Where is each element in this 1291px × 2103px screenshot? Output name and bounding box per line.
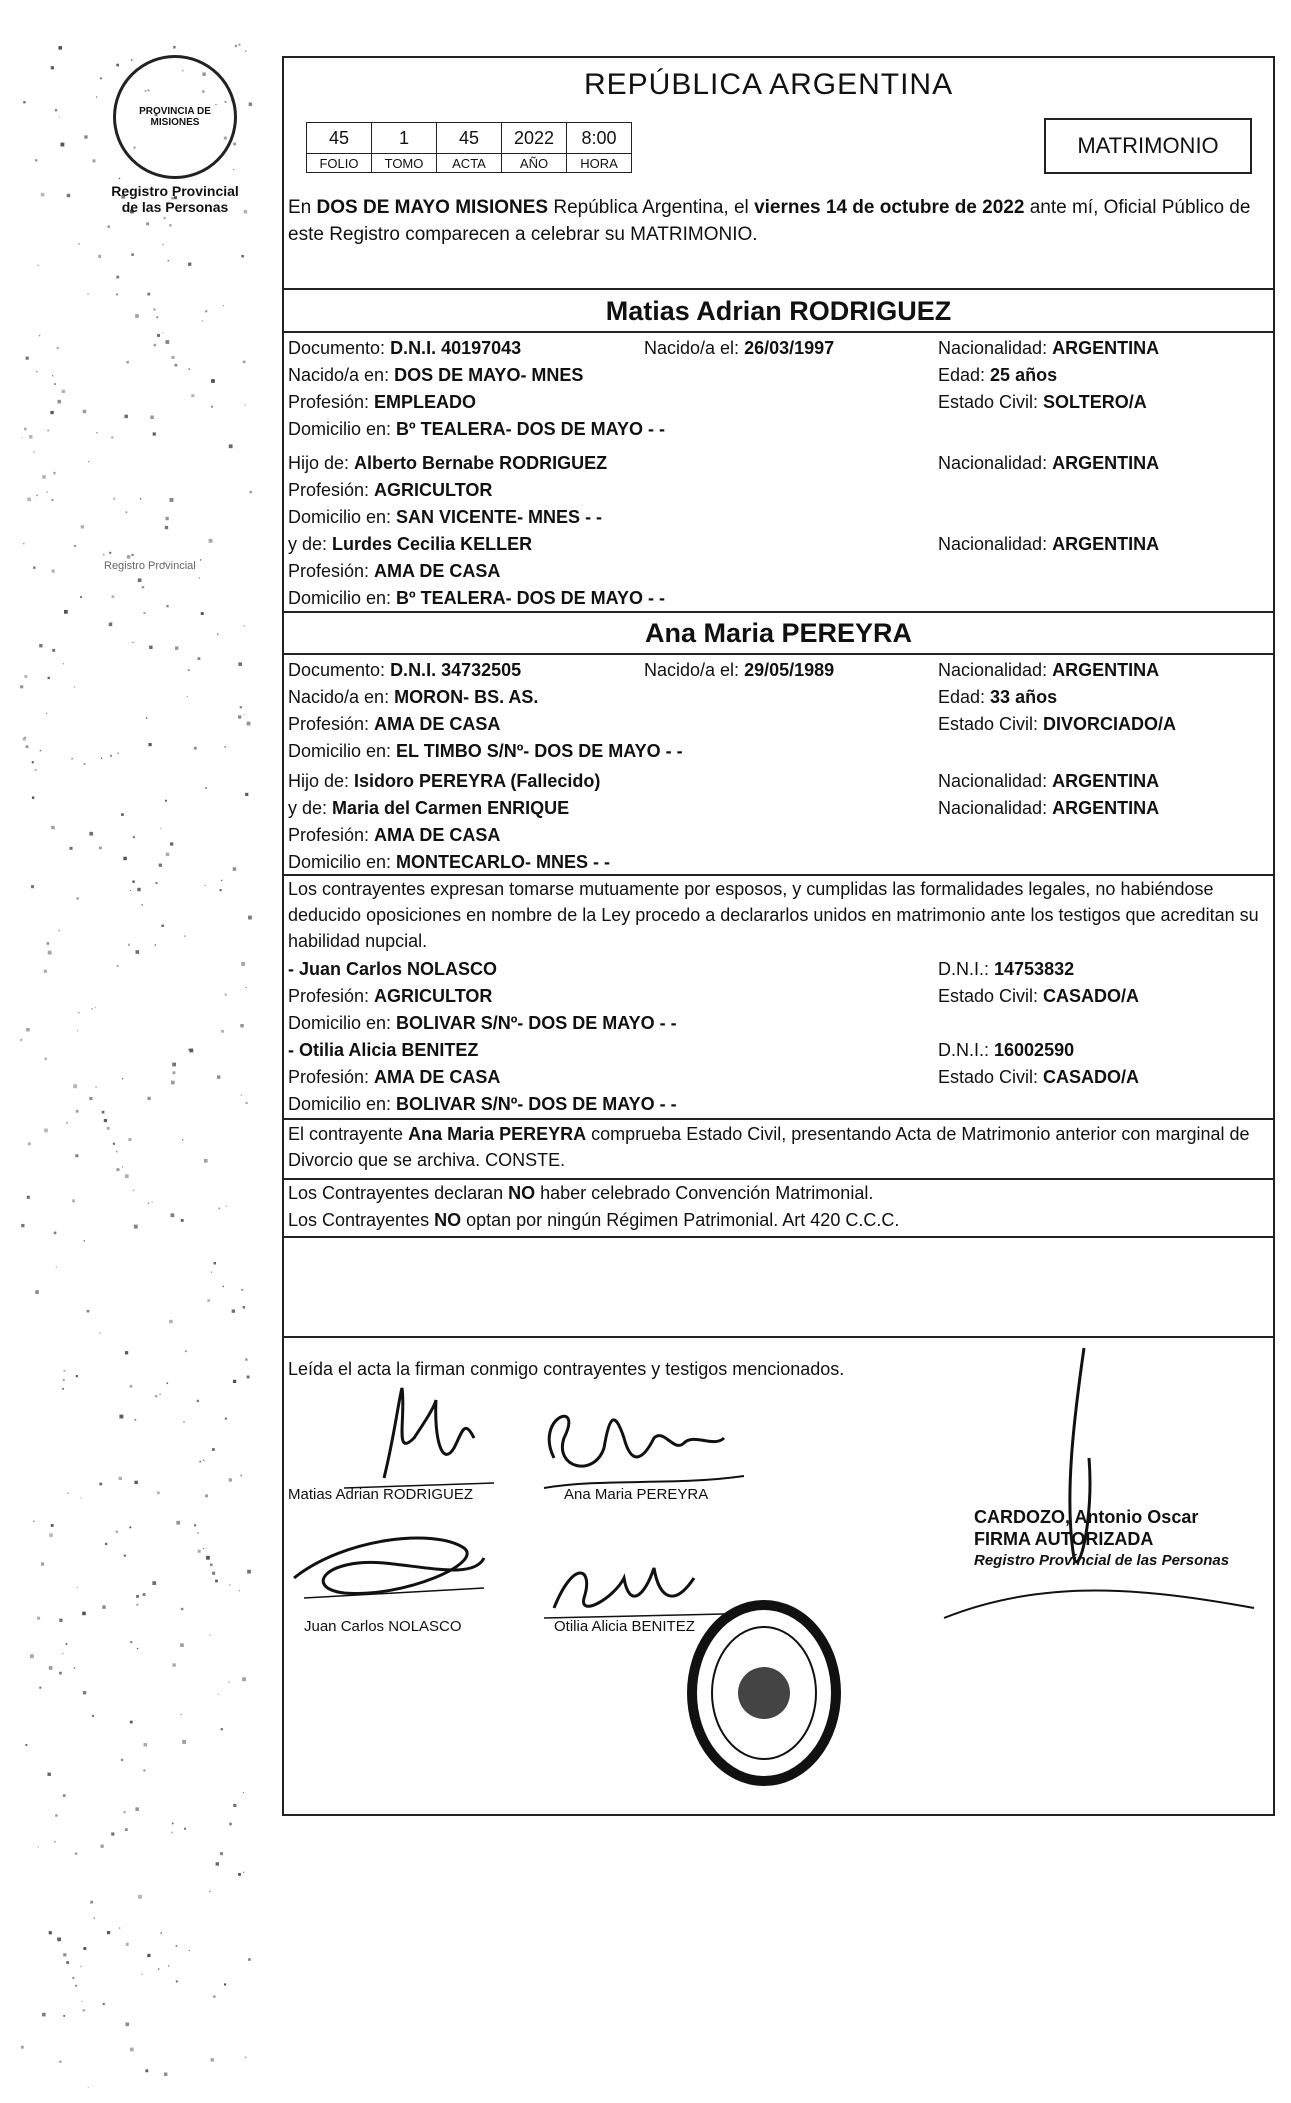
groom-birthdate xyxy=(644,337,834,359)
groom-civil-status xyxy=(938,391,1147,413)
label: Profesión: xyxy=(288,561,375,581)
intro-text-1: En xyxy=(288,197,317,218)
intro-paragraph xyxy=(288,194,1268,248)
convention-note xyxy=(288,1182,873,1204)
signature-witness-2-name: Otilia Alicia BENITEZ xyxy=(554,1618,695,1635)
note-text-1: El contrayente xyxy=(288,1124,409,1144)
signature-groom-icon xyxy=(324,1378,514,1498)
label: Edad: xyxy=(938,687,991,707)
divider xyxy=(284,288,1273,290)
bride-father-nationality xyxy=(938,770,1159,792)
closing-text: Leída el acta la firman conmigo contrayentes y testigos mencionados. xyxy=(288,1359,845,1379)
groom-mother-address xyxy=(288,587,665,609)
text: optan por ningún Régimen Patrimonial. Art 420 C.C.C. xyxy=(461,1210,900,1230)
label: Nacido/a en: xyxy=(288,365,395,385)
value: AGRICULTOR xyxy=(374,986,493,1006)
signature-witness-1-icon xyxy=(284,1518,504,1628)
witness-1-name xyxy=(288,958,497,980)
intro-place: DOS DE MAYO MISIONES xyxy=(316,197,549,218)
bride-profession xyxy=(288,713,500,735)
intro-date: viernes 14 de octubre de 2022 xyxy=(754,197,1025,218)
groom-name: Matias Adrian RODRIGUEZ xyxy=(605,296,952,326)
label: Domicilio en: xyxy=(288,419,397,439)
witness-1-civil-status xyxy=(938,985,1139,1007)
text: Los Contrayentes xyxy=(288,1210,435,1230)
bride-mother-nationality xyxy=(938,797,1159,819)
tomo-value: 1 xyxy=(372,123,437,154)
label: D.N.I.: xyxy=(938,959,995,979)
label: Nacionalidad: xyxy=(938,338,1053,358)
value: Alberto Bernabe RODRIGUEZ xyxy=(354,453,608,473)
civil-status-note xyxy=(288,1121,1270,1173)
label: Domicilio en: xyxy=(288,741,397,761)
label: y de: xyxy=(288,534,333,554)
groom-nationality xyxy=(938,337,1159,359)
value: ARGENTINA xyxy=(1052,798,1160,818)
value: SOLTERO/A xyxy=(1043,392,1147,412)
groom-mother xyxy=(288,533,532,555)
bride-father xyxy=(288,770,600,792)
value: EL TIMBO S/Nº- DOS DE MAYO - - xyxy=(396,741,683,761)
label: Nacido/a en: xyxy=(288,687,395,707)
value: 25 años xyxy=(990,365,1058,385)
value: ARGENTINA xyxy=(1052,660,1160,680)
divider xyxy=(284,1178,1273,1180)
value: Maria del Carmen ENRIQUE xyxy=(332,798,570,818)
value: D.N.I. 40197043 xyxy=(390,338,522,358)
label: Hijo de: xyxy=(288,453,355,473)
divider xyxy=(284,331,1273,333)
bride-age xyxy=(938,686,1057,708)
emblem-caption: Registro Provincial de las Personas xyxy=(111,183,239,215)
value: AGRICULTOR xyxy=(374,480,493,500)
label: Domicilio en: xyxy=(288,507,397,527)
label: Nacido/a el: xyxy=(644,338,745,358)
value: Bº TEALERA- DOS DE MAYO - - xyxy=(396,588,665,608)
label: Estado Civil: xyxy=(938,714,1044,734)
official-seal-icon xyxy=(684,1598,844,1788)
label: Hijo de: xyxy=(288,771,355,791)
regime-note xyxy=(288,1209,899,1231)
value: ARGENTINA xyxy=(1052,338,1160,358)
groom-father xyxy=(288,452,607,474)
bride-mother-address xyxy=(288,851,610,873)
bride-document xyxy=(288,659,521,681)
label: Estado Civil: xyxy=(938,1067,1044,1087)
provincial-emblem xyxy=(110,55,240,235)
value: CASADO/A xyxy=(1043,986,1140,1006)
witness-1-profession xyxy=(288,985,492,1007)
officer-stamp xyxy=(974,1506,1229,1572)
acta-value: 45 xyxy=(437,123,502,154)
bride-birthplace xyxy=(288,686,538,708)
witness-1-address xyxy=(288,1012,677,1034)
witness-2-address xyxy=(288,1093,677,1115)
value: Bº TEALERA- DOS DE MAYO - - xyxy=(396,419,665,439)
value: BOLIVAR S/Nº- DOS DE MAYO - - xyxy=(396,1094,677,1114)
witness-1-dni xyxy=(938,958,1074,980)
groom-mother-nationality xyxy=(938,533,1159,555)
value: NO xyxy=(434,1210,462,1230)
folio-value: 45 xyxy=(307,123,372,154)
bride-mother-profession xyxy=(288,824,500,846)
witness-2-dni xyxy=(938,1039,1074,1061)
label: Profesión: xyxy=(288,480,375,500)
note-text-2: comprueba Estado Civil, presentando Acta de Matrimonio anterior con marginal de Divorcio que se archiva. CONSTE. xyxy=(288,1124,1250,1170)
declaration-text: Los contrayentes expresan tomarse mutuamente por esposos, y cumplidas las formalidades legales, no habiéndose deducido oposiciones en nombre de la Ley procedo a declararlos unidos en matrimonio ante los testigos que acreditan su habilidad nupcial. xyxy=(288,879,1259,951)
intro-text-2: República Argentina, el xyxy=(548,197,755,218)
groom-address xyxy=(288,418,665,440)
value: SAN VICENTE- MNES - - xyxy=(396,507,603,527)
label: D.N.I.: xyxy=(938,1040,995,1060)
divider xyxy=(284,1236,1273,1238)
value: ARGENTINA xyxy=(1052,453,1160,473)
label: Nacionalidad: xyxy=(938,660,1053,680)
officer-name: CARDOZO, Antonio Oscar xyxy=(974,1507,1199,1527)
label: Domicilio en: xyxy=(288,852,397,872)
value: Lurdes Cecilia KELLER xyxy=(332,534,533,554)
value: AMA DE CASA xyxy=(374,1067,501,1087)
label: Nacionalidad: xyxy=(938,534,1053,554)
label: Nacionalidad: xyxy=(938,453,1053,473)
label: Edad: xyxy=(938,365,991,385)
label: Documento: xyxy=(288,660,391,680)
bride-nationality xyxy=(938,659,1159,681)
act-type-box: MATRIMONIO xyxy=(1044,118,1252,174)
acta-label: ACTA xyxy=(437,154,502,173)
value: AMA DE CASA xyxy=(374,825,501,845)
label: Nacionalidad: xyxy=(938,798,1053,818)
tomo-label: TOMO xyxy=(372,154,437,173)
value: ARGENTINA xyxy=(1052,534,1160,554)
witness-2-civil-status xyxy=(938,1066,1139,1088)
groom-profession xyxy=(288,391,476,413)
bride-civil-status xyxy=(938,713,1176,735)
value: EMPLEADO xyxy=(374,392,477,412)
signature-groom-name: Matias Adrian RODRIGUEZ xyxy=(288,1486,474,1503)
anio-label: AÑO xyxy=(502,154,567,173)
value: BOLIVAR S/Nº- DOS DE MAYO - - xyxy=(396,1013,677,1033)
groom-father-profession xyxy=(288,479,492,501)
label: Nacionalidad: xyxy=(938,771,1053,791)
bride-address xyxy=(288,740,683,762)
groom-father-address xyxy=(288,506,602,528)
label: Domicilio en: xyxy=(288,588,397,608)
hora-value: 8:00 xyxy=(567,123,632,154)
value: DOS DE MAYO- MNES xyxy=(394,365,584,385)
value: ARGENTINA xyxy=(1052,771,1160,791)
label: Domicilio en: xyxy=(288,1013,397,1033)
value: AMA DE CASA xyxy=(374,714,501,734)
value: MONTECARLO- MNES - - xyxy=(396,852,611,872)
officer-office: Registro Provincial de las Personas xyxy=(974,1552,1230,1569)
value: - Juan Carlos NOLASCO xyxy=(288,959,498,979)
value: D.N.I. 34732505 xyxy=(390,660,522,680)
emblem-seal-icon xyxy=(113,55,237,179)
signature-bride-name: Ana Maria PEREYRA xyxy=(564,1486,709,1503)
intro-text-3: ante mí, Oficial Público de este Registro comparecen a celebrar su MATRIMONIO. xyxy=(288,197,1251,245)
label: Profesión: xyxy=(288,714,375,734)
label: y de: xyxy=(288,798,333,818)
groom-age xyxy=(938,364,1057,386)
bride-birthdate xyxy=(644,659,834,681)
label: Domicilio en: xyxy=(288,1094,397,1114)
value: NO xyxy=(508,1183,536,1203)
label: Estado Civil: xyxy=(938,392,1044,412)
groom-document xyxy=(288,337,521,359)
label: Profesión: xyxy=(288,392,375,412)
label: Profesión: xyxy=(288,1067,375,1087)
anio-value: 2022 xyxy=(502,123,567,154)
groom-birthplace xyxy=(288,364,583,386)
signature-officer-icon xyxy=(924,1338,1264,1638)
value: 29/05/1989 xyxy=(744,660,835,680)
label: Estado Civil: xyxy=(938,986,1044,1006)
groom-father-nationality xyxy=(938,452,1159,474)
label: Documento: xyxy=(288,338,391,358)
folio-label: FOLIO xyxy=(307,154,372,173)
text: Los Contrayentes declaran xyxy=(288,1183,509,1203)
label: Nacido/a el: xyxy=(644,660,745,680)
divider xyxy=(284,1118,1273,1120)
witness-2-name xyxy=(288,1039,478,1061)
value: 14753832 xyxy=(994,959,1075,979)
side-faded-label: Registro Provincial xyxy=(104,560,196,572)
divider xyxy=(284,611,1273,613)
value: Isidoro PEREYRA (Fallecido) xyxy=(354,771,601,791)
value: CASADO/A xyxy=(1043,1067,1140,1087)
value: 26/03/1997 xyxy=(744,338,835,358)
text: haber celebrado Convención Matrimonial. xyxy=(535,1183,874,1203)
bride-mother xyxy=(288,797,569,819)
value: DIVORCIADO/A xyxy=(1043,714,1177,734)
signature-witness-1-name: Juan Carlos NOLASCO xyxy=(304,1618,462,1635)
hora-label: HORA xyxy=(567,154,632,173)
witness-2-profession xyxy=(288,1066,500,1088)
label: Profesión: xyxy=(288,825,375,845)
officer-title: FIRMA AUTORIZADA xyxy=(974,1529,1154,1549)
marriage-certificate xyxy=(282,56,1275,1816)
value: 33 años xyxy=(990,687,1058,707)
registry-data-table xyxy=(306,122,632,173)
value: - Otilia Alicia BENITEZ xyxy=(288,1040,479,1060)
value: AMA DE CASA xyxy=(374,561,501,581)
country-title: REPÚBLICA ARGENTINA xyxy=(584,68,954,101)
label: Profesión: xyxy=(288,986,375,1006)
note-name: Ana Maria PEREYRA xyxy=(408,1124,587,1144)
value: 16002590 xyxy=(994,1040,1075,1060)
emblem-text: PROVINCIA DE MISIONES xyxy=(139,106,211,128)
value: MORON- BS. AS. xyxy=(394,687,539,707)
divider xyxy=(284,653,1273,655)
groom-mother-profession xyxy=(288,560,500,582)
bride-name: Ana Maria PEREYRA xyxy=(644,618,913,648)
